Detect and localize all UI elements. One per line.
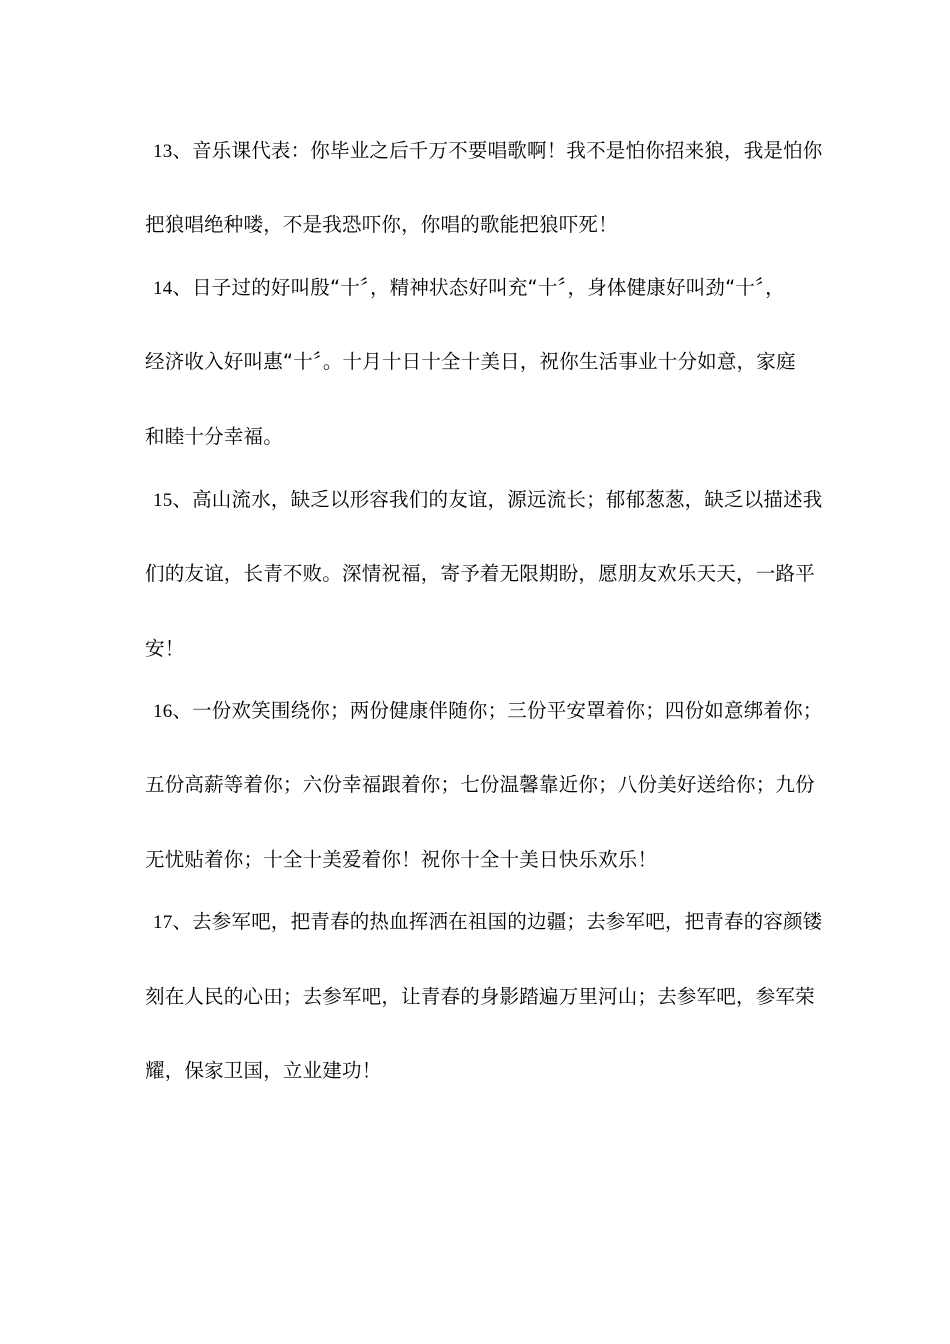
paragraph-number: 16 (153, 701, 173, 722)
paragraph-15-line-2: 们的友谊，长青不败。深情祝福，寄予着无限期盼，愿朋友欢乐天天，一路平 (145, 562, 815, 585)
paragraph-16-line-2: 五份高薪等着你；六份幸福跟着你；七份温馨靠近你；八份美好送给你；九份 (145, 773, 815, 796)
paragraph-15-line-3: 安！ (145, 637, 185, 660)
paragraph-13-line-2: 把狼唱绝种喽，不是我恐吓你，你唱的歌能把狼吓死！ (145, 213, 618, 236)
paragraph-text: 、高山流水，缺乏以形容我们的友谊，源远流长；郁郁葱葱，缺乏以描述我 (172, 488, 823, 511)
paragraph-text: 、去参军吧，把青春的热血挥洒在祖国的边疆；去参军吧，把青春的容颜镂 (172, 910, 823, 933)
paragraph-number: 13 (153, 141, 173, 162)
paragraph-17-line-1 (145, 910, 825, 935)
paragraph-number: 15 (153, 490, 173, 511)
paragraph-text: 、音乐课代表：你毕业之后千万不要唱歌啊！我不是怕你招来狼，我是怕你 (172, 139, 823, 162)
paragraph-16-line-3: 无忧贴着你；十全十美爱着你！祝你十全十美日快乐欢乐！ (145, 848, 658, 871)
paragraph-14-line-1 (145, 276, 825, 301)
paragraph-text: 、一份欢笑围绕你；两份健康伴随你；三份平安罩着你；四份如意绑着你； (172, 699, 823, 722)
paragraph-17-line-3: 耀，保家卫国，立业建功！ (145, 1059, 382, 1082)
paragraph-14-line-2: 经济收入好叫惠“十〞。十月十日十全十美日，祝你生活事业十分如意，家庭 (145, 350, 796, 373)
paragraph-13-line-1 (145, 139, 825, 164)
paragraph-number: 14 (153, 278, 173, 299)
paragraph-16-line-1 (145, 699, 825, 724)
paragraph-17-line-2: 刻在人民的心田；去参军吧，让青春的身影踏遍万里河山；去参军吧，参军荣 (145, 985, 815, 1008)
paragraph-15-line-1 (145, 488, 825, 513)
paragraph-text: 、日子过的好叫殷“十〞，精神状态好叫充“十〞，身体健康好叫劲“十〞， (172, 276, 785, 299)
paragraph-14-line-3: 和睦十分幸福。 (145, 425, 283, 448)
paragraph-number: 17 (153, 912, 173, 933)
